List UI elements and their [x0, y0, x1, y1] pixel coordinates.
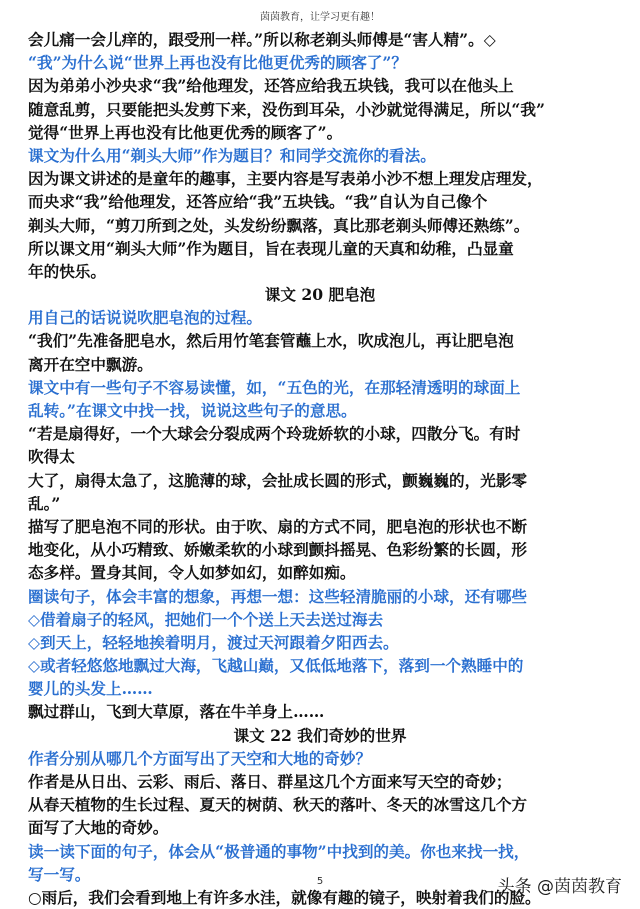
text-line: 会儿痛一会儿痒的，跟受刑一样。”所以称老剃头师傅是“害人精”。◇ [28, 30, 496, 49]
text-line: 年的快乐。 [28, 261, 106, 281]
text-line: “若是扇得好，一个大球会分裂成两个玲珑娇软的小球，四散分飞。有时 [28, 424, 521, 444]
text-line: ◇借着扇子的轻风，把她们一个个送上天去送过海去 [28, 609, 384, 629]
page-number: 5 [316, 876, 324, 887]
text-line: 大了，扇得太急了，这脆薄的球，会扯成长圆的形式，颤巍巍的，光影零 [28, 470, 528, 490]
text-line: 乱。” [28, 493, 61, 513]
text-line: 因为弟弟小沙央求“我”给他理发，还答应给我五块钱，我可以在他头上 [28, 76, 514, 96]
text-line: 乱转。”在课文中找一找，说说这些句子的意思。 [28, 401, 357, 420]
text-line: ◇或者轻悠悠地飘过大海，飞越山巅，又低低地落下，落到一个熟睡中的 [28, 656, 524, 676]
text-line: “我”为什么说“世界上再也没有比他更优秀的顾客了”？ [28, 53, 407, 73]
text-line: 态多样。置身其间，令人如梦如幻，如醉如痴。 [28, 563, 356, 583]
page-header: 茵茵教育，让学习更有趣！ [260, 12, 380, 23]
section-title: 课文 22 我们奇妙的世界 [233, 725, 407, 745]
page-content [28, 28, 612, 909]
text-line: 所以课文用“剃头大师”作为题目，旨在表现儿童的天真和幼稚，凸显童 [28, 238, 514, 258]
section-title: 课文 20 肥皂泡 [264, 285, 376, 305]
text-line: 剃头大师，“剪刀所到之处，头发纷纷飘落，真比那老剃头师傅还熟练”。 [28, 215, 530, 235]
text-line: 因为课文讲述的是童年的趣事，主要内容是写表弟小沙不想上理发店理发， [28, 169, 543, 189]
text-line: 描写了肥皂泡不同的形状。由于吹、扇的方式不同，肥皂泡的形状也不断 [28, 516, 528, 536]
text-line: ○雨后，我们会看到地上有许多水洼，就像有趣的镜子，映射着我们的脸。 [28, 887, 541, 907]
text-line: 用自己的话说说吹肥皂泡的过程。 [28, 308, 262, 328]
text-line: 作者是从日出、云彩、雨后、落日、群星这几个方面来写天空的奇妙； [28, 772, 512, 791]
text-line: 面写了大地的奇妙。 [28, 818, 169, 838]
text-line: 圈读句子，体会丰富的想象，再想一想：这些轻清脆丽的小球，还有哪些 [28, 586, 528, 606]
text-line: 从春天植物的生长过程、夏天的树荫、秋天的落叶、冬天的冰雪这几个方 [28, 795, 528, 815]
text-line: 吹得太 [28, 447, 75, 467]
text-line: 婴儿的头发上…… [28, 679, 153, 699]
watermark: 头条 @茵茵教育 [497, 877, 622, 897]
text-line: 作者分别从哪几个方面写出了天空和大地的奇妙？ [28, 748, 372, 768]
text-line: 地变化，从小巧精致、娇嫩柔软的小球到颤抖摇晃、色彩纷繁的长圆，形 [28, 540, 528, 560]
text-line: 随意乱剪，只要能把头发剪下来，没伤到耳朵，小沙就觉得满足，所以“我” [28, 99, 545, 119]
text-line: “我们”先准备肥皂水，然后用竹笔套管蘸上水，吹成泡儿，再让肥皂泡 [28, 331, 514, 351]
text-line: 课文为什么用“剃头大师”作为题目？和同学交流你的看法。 [28, 145, 436, 165]
text-line: 飘过群山，飞到大草原，落在牛羊身上…… [28, 702, 325, 722]
text-line: 读一读下面的句子，体会从“极普通的事物”中找到的美。你也来找一找， [28, 841, 530, 861]
text-line: 课文中有一些句子不容易读懂，如，“五色的光，在那轻清透明的球面上 [28, 377, 521, 397]
text-line: ◇到天上，轻轻地挨着明月，渡过天河跟着夕阳西去。 [28, 632, 399, 652]
text-line: 觉得“世界上再也没有比他更优秀的顾客了”。 [28, 122, 343, 142]
text-line: 离开在空中飘游。 [28, 354, 153, 374]
text-line: 而央求“我”给他理发，还答应给“我”五块钱。“我”自认为自己像个 [28, 192, 488, 212]
text-line: 写一写。 [28, 864, 91, 884]
